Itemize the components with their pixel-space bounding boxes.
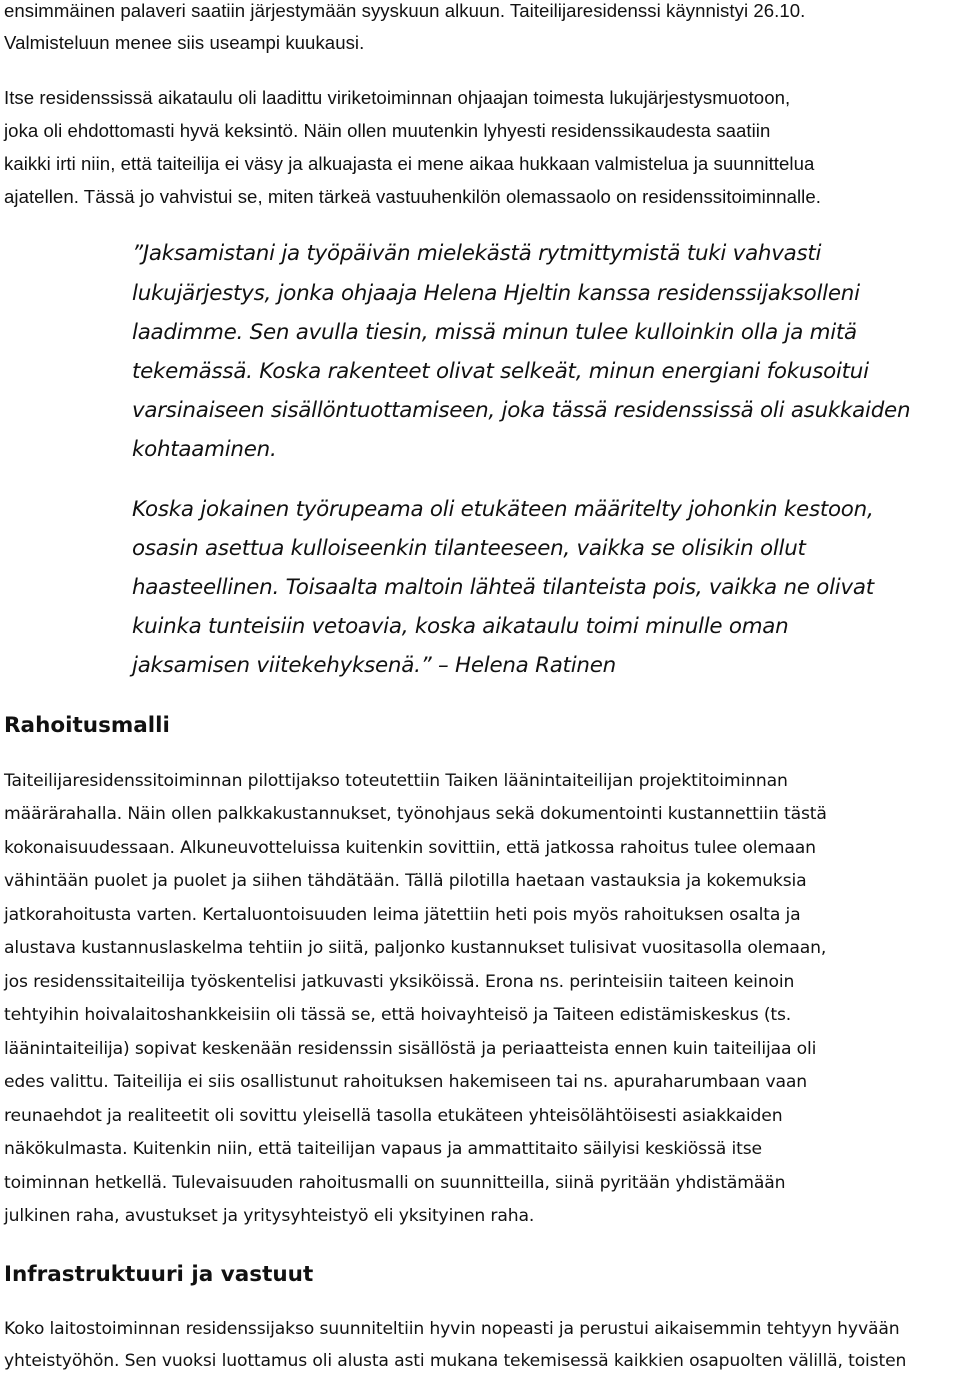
paragraph-line: joka oli ehdottomasti hyvä keksintö. Näin ollen muutenkin lyhyesti residenssikaudesta saatiin	[4, 120, 771, 141]
paragraph-line: Valmisteluun menee siis useampi kuukausi.	[4, 32, 365, 53]
quote-line: varsinaiseen sisällöntuottamiseen, joka tässä residenssissä oli asukkaiden	[132, 398, 911, 423]
paragraph-line: jos residenssitaiteilija työskentelisi jatkuvasti yksiköissä. Erona ns. perinteisiin taiteen keinoin	[4, 972, 795, 992]
paragraph-line: kaikki irti niin, että taiteilija ei väsy ja alkuajasta ei mene aikaa hukkaan valmistelua ja suunnittelua	[4, 153, 815, 174]
paragraph-line: tehtyihin hoivalaitoshankkeisiin oli tässä se, että hoivayhteisö ja Taiteen edistämiskeskus (ts.	[4, 1005, 792, 1025]
paragraph-line: reunaehdot ja realiteetit oli sovittu yleisellä tasolla etukäteen yhteisölähtöisesti asiakkaiden	[4, 1106, 783, 1126]
quote-line: laadimme. Sen avulla tiesin, missä minun tulee kulloinkin olla ja mitä	[132, 320, 857, 345]
quote-line: tekemässä. Koska rakenteet olivat selkeät, minun energiani fokusoitui	[132, 359, 869, 384]
paragraph-line: julkinen raha, avustukset ja yritysyhteistyö eli yksityinen raha.	[4, 1206, 535, 1226]
paragraph-line: edes valittu. Taiteilija ei siis osallistunut rahoituksen hakemiseen tai ns. apuraharumbaan vaan	[4, 1072, 808, 1092]
paragraph-line: määrärahalla. Näin ollen palkkakustannukset, työnohjaus sekä dokumentointi kustannettiin tästä	[4, 804, 827, 824]
section-heading-infrastructure: Infrastruktuuri ja vastuut	[4, 1262, 314, 1287]
paragraph-line: kokonaisuudessaan. Alkuneuvotteluissa kuitenkin sovittiin, että jatkossa rahoitus tulee olemaan	[4, 838, 816, 858]
quote-line: ”Jaksamistani ja työpäivän mielekästä rytmittymistä tuki vahvasti	[132, 241, 822, 266]
paragraph-line: Taiteilijaresidenssitoiminnan pilottijakso toteutettiin Taiken läänintaiteilijan projektitoiminnan	[4, 771, 788, 791]
quote-line: kuinka tunteisiin vetoavia, koska aikataulu toimi minulle oman	[132, 614, 789, 639]
quote-line: haasteellinen. Toisaalta maltoin lähteä tilanteista pois, vaikka ne olivat	[132, 575, 874, 600]
quote-line: Koska jokainen työrupeama oli etukäteen määritelty johonkin kestoon,	[132, 497, 874, 522]
paragraph-line: vähintään puolet ja puolet ja siihen tähdätään. Tällä pilotilla haetaan vastauksia ja kokemuksia	[4, 871, 807, 891]
paragraph-line: toiminnan hetkellä. Tulevaisuuden rahoitusmalli on suunnitteilla, siinä pyritään yhdistämään	[4, 1173, 786, 1193]
paragraph-line: yhteistyöhön. Sen vuoksi luottamus oli alusta asti mukana tekemisessä kaikkien osapuolten välillä, toisten	[4, 1351, 907, 1371]
quote-line: lukujärjestys, jonka ohjaaja Helena Hjeltin kanssa residenssijaksolleni	[132, 281, 860, 306]
paragraph-line: ensimmäinen palaveri saatiin järjestymään syyskuun alkuun. Taiteilijaresidenssi käynnistyi 26.10.	[4, 0, 806, 21]
paragraph-line: Koko laitostoiminnan residenssijakso suunniteltiin hyvin nopeasti ja perustui aikaisemmin tehtyyn hyvään	[4, 1319, 900, 1339]
paragraph-line: läänintaiteilija) sopivat keskenään residenssin sisällöstä ja periaatteista ennen kuin taiteilijaa oli	[4, 1039, 817, 1059]
paragraph-line: Itse residenssissä aikataulu oli laadittu viriketoiminnan ohjaajan toimesta lukujärjestysmuotoon,	[4, 87, 791, 108]
paragraph-line: alustava kustannuslaskelma tehtiin jo siitä, paljonko kustannukset tulisivat vuositasolla olemaan,	[4, 938, 827, 958]
section-heading-funding: Rahoitusmalli	[4, 713, 170, 738]
quote-line: osasin asettua kulloiseenkin tilanteeseen, vaikka se olisikin ollut	[132, 536, 806, 561]
paragraph-line: jatkorahoitusta varten. Kertaluontoisuuden leima jätettiin heti pois myös rahoituksen osalta ja	[4, 905, 801, 925]
quote-line: kohtaaminen.	[132, 437, 277, 462]
paragraph-line: näkökulmasta. Kuitenkin niin, että taiteilijan vapaus ja ammattitaito säilyisi keskiössä itse	[4, 1139, 762, 1159]
quote-line: jaksamisen viitekehyksenä.” – Helena Ratinen	[132, 653, 616, 678]
paragraph-line: ajatellen. Tässä jo vahvistui se, miten tärkeä vastuuhenkilön olemassaolo on residenssitoiminnalle.	[4, 186, 821, 207]
